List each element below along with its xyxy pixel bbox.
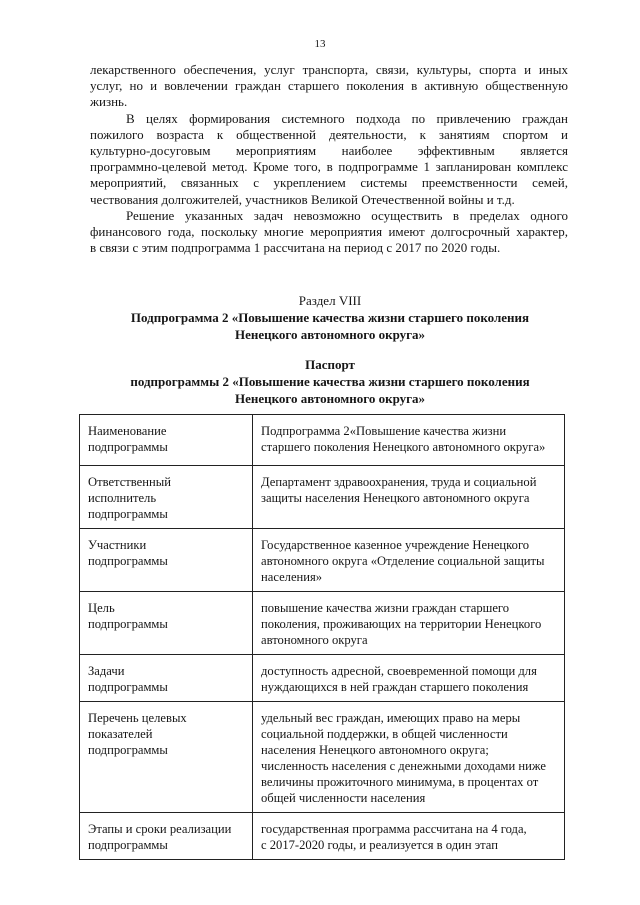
row-value-line: автономного округа «Отделение социальной защиты bbox=[261, 554, 545, 568]
row-label-line: исполнитель bbox=[88, 491, 157, 505]
row-value-cell bbox=[253, 529, 565, 592]
row-value-line: защиты населения Ненецкого автономного округа bbox=[261, 491, 530, 505]
row-label-line: подпрограммы bbox=[88, 617, 168, 631]
row-label-line: Цель bbox=[88, 601, 115, 615]
table-row bbox=[80, 466, 565, 529]
text-line: пожилого возраста к общественной деятельности, к занятиям спортом и bbox=[90, 126, 568, 142]
row-value-line: государственная программа рассчитана на 4 года, bbox=[261, 822, 527, 836]
row-label-line: Задачи bbox=[88, 664, 125, 678]
row-value-cell bbox=[253, 813, 565, 860]
text-line: в связи с этим подпрограмма 1 рассчитана на период с 2017 по 2020 годы. bbox=[90, 240, 501, 256]
row-label-line: подпрограммы bbox=[88, 838, 168, 852]
row-value-cell bbox=[253, 415, 565, 466]
text-line: чествования долгожителей, участников Великой Отечественной войны и т.д. bbox=[90, 191, 515, 207]
row-label-line: подпрограммы bbox=[88, 554, 168, 568]
row-value-line: поколения, проживающих на территории Ненецкого bbox=[261, 617, 542, 631]
text-line: мероприятий, связанных с укреплением системы преемственности семей, bbox=[90, 175, 568, 191]
text-line: Решение указанных задач невозможно осуществить в пределах одного bbox=[126, 207, 568, 223]
row-label-line: показателей bbox=[88, 727, 153, 741]
section-title-line-1: Подпрограмма 2 «Повышение качества жизни старшего поколения bbox=[130, 310, 530, 325]
paragraph-3 bbox=[90, 208, 568, 257]
row-value-line: общей численности населения bbox=[261, 791, 426, 805]
section-heading bbox=[80, 292, 580, 343]
row-value-cell bbox=[253, 592, 565, 655]
table-row bbox=[80, 592, 565, 655]
row-value-line: доступность адресной, своевременной помощи для bbox=[261, 664, 537, 678]
row-label-cell bbox=[80, 529, 253, 592]
row-value-line: Государственное казенное учреждение Ненецкого bbox=[261, 538, 530, 552]
text-line: финансового года, поскольку многие мероприятия имеют долгосрочный характер, bbox=[90, 224, 568, 240]
text-line: программно-целевой метод. Кроме того, в подпрограмме 1 запланирован комплекс bbox=[90, 159, 568, 175]
row-label-line: Наименование bbox=[88, 424, 167, 438]
row-value-line: нуждающихся в ней граждан старшего поколения bbox=[261, 680, 529, 694]
row-label-line: Ответственный bbox=[88, 475, 171, 489]
row-value-line: с 2017-2020 годы, и реализуется в один этап bbox=[261, 838, 498, 852]
text-line: В целях формирования системного подхода по привлечению граждан bbox=[126, 110, 568, 126]
row-label-line: подпрограммы bbox=[88, 680, 168, 694]
row-value-line: Подпрограмма 2«Повышение качества жизни bbox=[261, 424, 507, 438]
row-label-cell bbox=[80, 592, 253, 655]
passport-label: Паспорт bbox=[305, 357, 355, 372]
row-label-line: Перечень целевых bbox=[88, 711, 187, 725]
table-row bbox=[80, 529, 565, 592]
section-title-line-2: Ненецкого автономного округа» bbox=[234, 327, 426, 342]
passport-title-line-1: подпрограммы 2 «Повышение качества жизни старшего поколения bbox=[130, 374, 530, 389]
row-value-line: повышение качества жизни граждан старшего bbox=[261, 601, 510, 615]
row-label-cell bbox=[80, 813, 253, 860]
row-value-line: социальной поддержки, в общей численности bbox=[261, 727, 508, 741]
row-value-line: численность населения с денежными доходами ниже bbox=[261, 759, 546, 773]
row-label-line: Этапы и сроки реализации bbox=[88, 822, 232, 836]
row-label-cell bbox=[80, 466, 253, 529]
row-value-line: удельный вес граждан, имеющих право на меры bbox=[261, 711, 521, 725]
text-line: жизнь. bbox=[90, 94, 128, 110]
row-value-line: Департамент здравоохранения, труда и социальной bbox=[261, 475, 537, 489]
row-label-line: Участники bbox=[88, 538, 147, 552]
text-line: лекарственного обеспечения, услуг транспорта, связи, культуры, спорта и иных bbox=[90, 62, 568, 77]
row-label-line: подпрограммы bbox=[88, 743, 168, 757]
row-label-cell bbox=[80, 702, 253, 813]
row-label-cell bbox=[80, 655, 253, 702]
row-value-line: старшего поколения Ненецкого автономного округа» bbox=[261, 440, 546, 454]
text-line: услуг, но и вовлечении граждан старшего поколения в активную общественную bbox=[90, 78, 568, 94]
passport-heading bbox=[80, 356, 580, 407]
row-value-cell bbox=[253, 466, 565, 529]
passport-title-line-2: Ненецкого автономного округа» bbox=[234, 391, 426, 406]
row-value-cell bbox=[253, 702, 565, 813]
text-line: культурно-досуговым мероприятиям наиболее эффективным является bbox=[90, 143, 568, 159]
paragraph-1 bbox=[90, 62, 568, 111]
table-row bbox=[80, 702, 565, 813]
row-label-line: подпрограммы bbox=[88, 440, 168, 454]
row-value-line: величины прожиточного минимума, в процентах от bbox=[261, 775, 539, 789]
table-row bbox=[80, 415, 565, 466]
row-value-line: населения» bbox=[261, 570, 323, 584]
row-value-line: населения Ненецкого автономного округа; bbox=[261, 743, 489, 757]
row-value-line: автономного округа bbox=[261, 633, 368, 647]
page-number: 13 bbox=[314, 38, 326, 50]
section-label: Раздел VIII bbox=[298, 293, 362, 308]
passport-table bbox=[79, 414, 565, 860]
row-value-cell bbox=[253, 655, 565, 702]
row-label-line: подпрограммы bbox=[88, 507, 168, 521]
paragraph-2 bbox=[90, 111, 568, 208]
intro-text bbox=[90, 62, 568, 256]
table-row bbox=[80, 655, 565, 702]
table-row bbox=[80, 813, 565, 860]
row-label-cell bbox=[80, 415, 253, 466]
